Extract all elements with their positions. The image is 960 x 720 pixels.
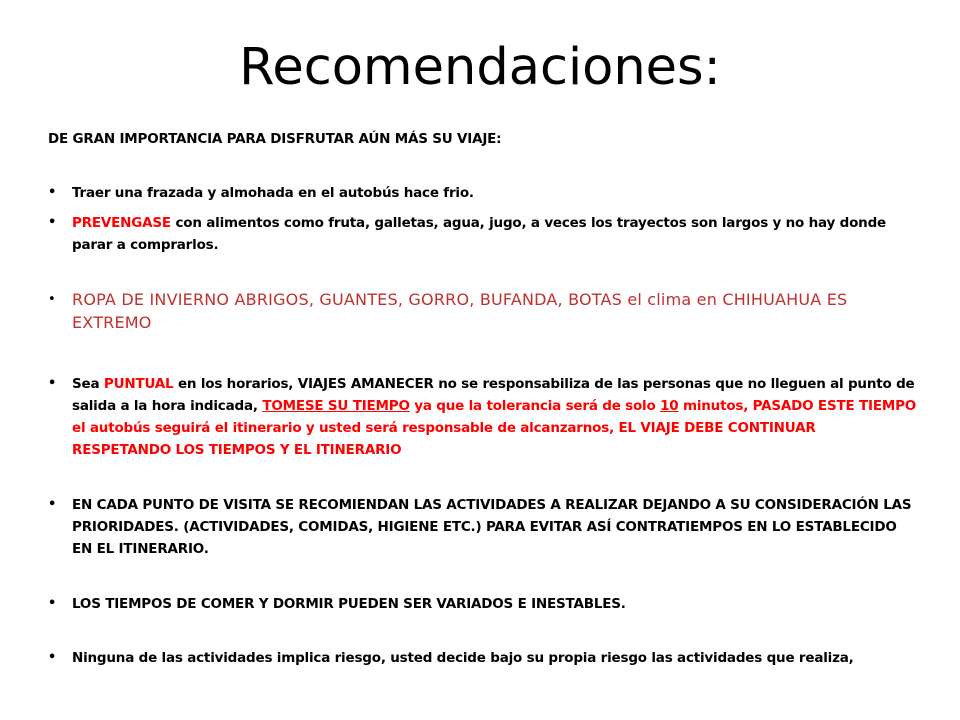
list-item-text: Ninguna de las actividades implica riesgo, usted decide bajo su propia riesgo las actividades que realiza, xyxy=(72,650,854,666)
list-item-text xyxy=(72,212,918,256)
bullet-icon: • xyxy=(48,376,57,391)
list-item-food xyxy=(48,212,918,256)
list-item-winter-clothes xyxy=(48,288,918,334)
emphasis-underlined-text: TOMESE SU TIEMPO xyxy=(262,398,410,414)
list-item-text: Traer una frazada y almohada en el autobús hace frio. xyxy=(72,185,474,201)
list-item-text xyxy=(72,373,918,461)
emphasis-text: PUNTUAL xyxy=(103,376,174,392)
bullet-icon: • xyxy=(48,596,57,611)
bullet-icon: • xyxy=(48,650,57,665)
list-item-text: EN CADA PUNTO DE VISITA SE RECOMIENDAN LAS ACTIVIDADES A REALIZAR DEJANDO A SU CONSIDERACIÓN LAS PRIORIDADES. (ACTIVIDADES, COMIDAS, HIGIENE ETC.) PARA EVITAR ASÍ CONTRATIEMPOS EN LO ESTABLECIDO EN EL ITINERARIO. xyxy=(72,497,912,557)
bullet-icon: • xyxy=(48,292,56,307)
list-item-text-part: Sea xyxy=(72,376,104,392)
list-item-risk xyxy=(48,647,918,669)
list-item-blanket xyxy=(48,182,918,204)
emphasis-underlined-number: 10 xyxy=(660,398,679,414)
slide-title: Recomendaciones: xyxy=(239,38,721,97)
intro-heading: DE GRAN IMPORTANCIA PARA DISFRUTAR AÚN MÁS SU VIAJE: xyxy=(48,131,502,147)
emphasis-text: ya que la tolerancia será de solo xyxy=(409,398,661,414)
list-item-text: LOS TIEMPOS DE COMER Y DORMIR PUEDEN SER VARIADOS E INESTABLES. xyxy=(72,596,626,612)
emphasis-text: minutos, PASADO ESTE TIEMPO el autobús seguirá el itinerario y usted será responsable de alcanzarnos, EL VIAJE DEBE CONTINUAR RESPETANDO LOS TIEMPOS Y EL ITINERARIO xyxy=(72,398,917,458)
bullet-icon: • xyxy=(48,215,57,230)
list-item-text-part: en los horarios, VIAJES AMANECER no se responsabiliza de las personas que no lleguen al punto de salida a la hora indicada, xyxy=(72,376,915,414)
list-item-punctuality xyxy=(48,373,918,461)
list-item-text: ROPA DE INVIERNO ABRIGOS, GUANTES, GORRO, BUFANDA, BOTAS el clima en CHIHUAHUA ES EXTREMO xyxy=(72,290,848,332)
bullet-icon: • xyxy=(48,185,57,200)
list-item-activities xyxy=(48,494,918,560)
emphasis-text: PREVENGASE xyxy=(72,215,171,231)
list-item-meal-times xyxy=(48,593,918,615)
list-item-text-part: con alimentos como fruta, galletas, agua, jugo, a veces los trayectos son largos y no hay donde parar a comprarlos. xyxy=(72,215,886,253)
bullet-icon: • xyxy=(48,497,57,512)
